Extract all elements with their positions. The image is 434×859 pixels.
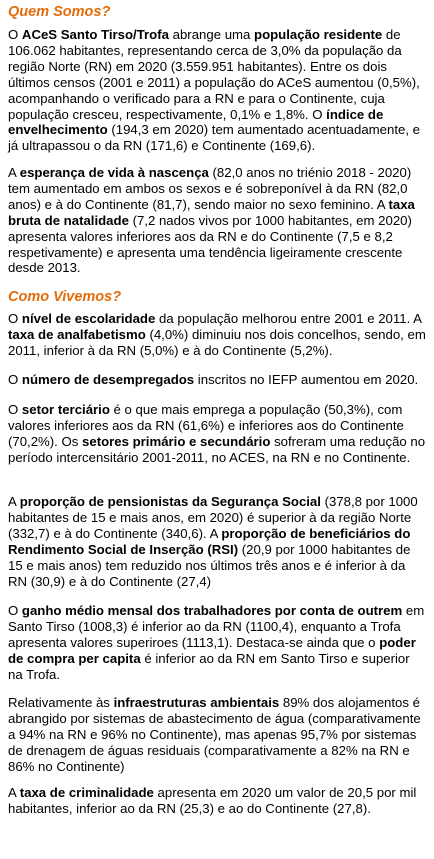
paragraph bbox=[8, 165, 426, 276]
paragraph bbox=[8, 785, 426, 817]
text-run: O bbox=[8, 402, 22, 417]
text-run: O bbox=[8, 603, 22, 618]
bold-term: infraestruturas ambientais bbox=[113, 695, 280, 710]
text-run: (194,3 em 2020) tem aumentado acentuadamente, e já ultrapassou o da RN (171,6) e Continente (169,6). bbox=[8, 122, 420, 154]
bold-term: número de desempregados bbox=[21, 372, 195, 387]
text-run: em Santo Tirso (1008,3) é inferior ao da RN (1100,4), enquanto a Trofa apresenta valores superiroes (1113,1). Destaca-se ainda que o bbox=[8, 603, 425, 650]
bold-term: proporção de pensionistas da Segurança Social bbox=[19, 494, 321, 509]
text-run: inscritos no IEFP aumentou em 2020. bbox=[194, 372, 419, 387]
section-title-como-vivemos: Como Vivemos? bbox=[8, 289, 122, 305]
bold-term: ACeS Santo Tirso/Trofa bbox=[21, 27, 169, 42]
text-run: A bbox=[8, 785, 20, 800]
paragraph bbox=[8, 402, 426, 466]
paragraph bbox=[8, 27, 426, 154]
bold-term: taxa bruta de natalidade bbox=[8, 196, 415, 228]
text-run: Relativamente às bbox=[8, 695, 114, 710]
bold-term: setores primário e secundário bbox=[82, 433, 271, 449]
text-run: A bbox=[8, 494, 20, 509]
text-run: é o que mais emprega a população (50,3%), com valores inferiores aos da RN (61,6%) e inferiores aos do Continente (70,2%). Os bbox=[8, 402, 404, 449]
text-run: é inferior ao da RN em Santo Tirso e superior na Trofa. bbox=[8, 650, 410, 682]
bold-term: população residente bbox=[254, 27, 383, 42]
bold-term: proporção de beneficiários do Rendimento Social de Inserção (RSI) bbox=[8, 525, 411, 557]
bold-term: índice de envelhecimento bbox=[8, 106, 384, 138]
bold-term: ganho médio mensal dos trabalhadores por conta de outrem bbox=[21, 603, 403, 618]
text-run: 89% dos alojamentos é abrangido por sistemas de abastecimento de água (comparativamente a 94% na RN e 96% no Continente), mas apenas 95,7% por sistemas de drenagem de águas residuais (comparativamente a 82% na RN e 86% no Continente) bbox=[8, 695, 421, 774]
bold-term: setor terciário bbox=[21, 402, 110, 417]
text-run: O bbox=[8, 27, 22, 42]
paragraph bbox=[8, 695, 426, 775]
paragraph bbox=[8, 494, 426, 589]
text-run: apresenta em 2020 um valor de 20,5 por mil habitantes, inferior ao da RN (25,3) e ao do Continente (27,8). bbox=[8, 785, 417, 816]
text-run: A bbox=[8, 165, 20, 180]
section-title-quem-somos: Quem Somos? bbox=[8, 4, 111, 20]
paragraph bbox=[8, 311, 426, 359]
bold-term: taxa de criminalidade bbox=[19, 785, 154, 800]
bold-term: taxa de analfabetismo bbox=[8, 326, 146, 342]
paragraph bbox=[8, 603, 426, 683]
text-run: sofreram uma redução no período intercensitário 2001-2011, no ACES, na RN e no Continente. bbox=[8, 433, 426, 465]
text-run: abrange uma bbox=[168, 27, 255, 42]
text-run: (7,2 nados vivos por 1000 habitantes, em 2020) apresenta valores inferiores aos da RN e do Continente (7,5 e 8,2 respetivamente) e apresenta uma tendência ligeiramente crescente desde 2013. bbox=[8, 212, 412, 276]
text-run: (4,0%) diminuiu nos dois concelhos, sendo, em 2011, inferior à da RN (5,0%) e à do Continente (5,2%). bbox=[8, 326, 426, 358]
text-run: de 106.062 habitantes, representando cerca de 3,0% da população da região Norte (RN) em 2020 (3.559.951 habitantes). Entre os dois últimos censos (2001 e 2011) a população do ACeS aumentou (0,5%), acompanhando o verificado para a RN e para o Continente, cuja população cresceu, respectivamente, 0,1% e 1,8%. O bbox=[8, 27, 420, 122]
text-run: (82,0 anos no triénio 2018 - 2020) tem aumentado em ambos os sexos e é sobreponível à da RN (82,0 anos) e à do Continente (81,7), sendo maior no sexo feminino. A bbox=[8, 165, 412, 212]
bold-term: nível de escolaridade bbox=[21, 311, 156, 326]
text-run: (20,9 por 1000 habitantes de 15 e mais anos) tem reduzido nos últimos três anos e é inferior à da RN (30,9) e à do Continente (27,4) bbox=[8, 541, 411, 589]
text-run: da população melhorou entre 2001 e 2011. A bbox=[155, 311, 422, 326]
text-run: (378,8 por 1000 habitantes de 15 e mais anos, em 2020) é superior à da região Norte (332,7) e à do Continente (340,6). A bbox=[8, 494, 418, 541]
bold-term: poder de compra per capita bbox=[8, 634, 416, 666]
paragraph bbox=[8, 372, 426, 388]
text-run: O bbox=[8, 311, 22, 326]
text-run: O bbox=[8, 372, 22, 387]
bold-term: esperança de vida à nascença bbox=[19, 165, 209, 180]
